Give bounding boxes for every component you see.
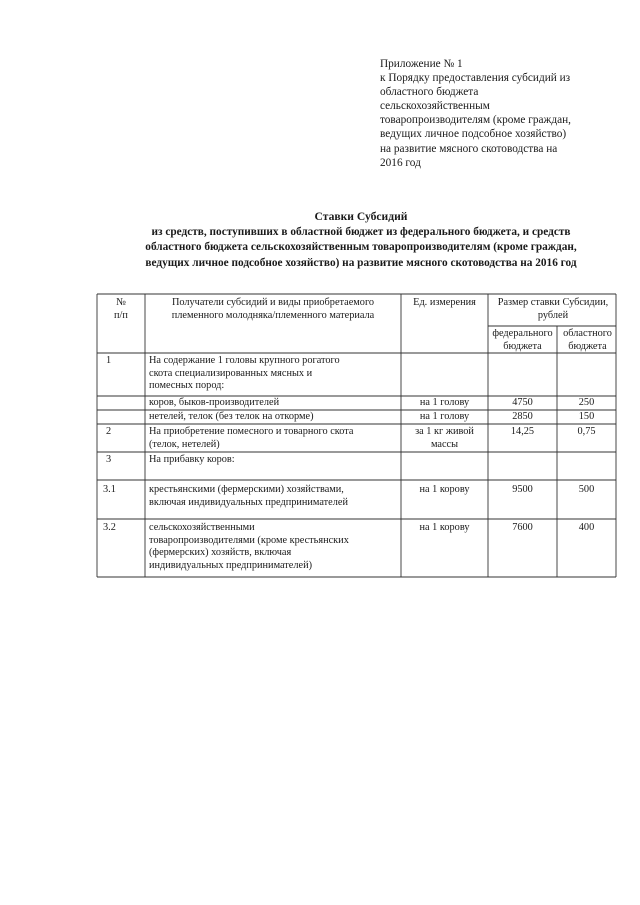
row-unit-line: за 1 кг живой xyxy=(415,426,474,437)
row-description: коров, быков-производителей xyxy=(149,397,280,408)
header-regional-line: областного xyxy=(563,328,612,339)
header-rate-line: рублей xyxy=(537,309,569,321)
subtitle-line: из средств, поступивших в областной бюджет из федерального бюджета, и средств xyxy=(151,225,571,238)
header-num-line: п/п xyxy=(114,309,128,321)
row-num: 2 xyxy=(106,426,112,437)
row-description: нетелей, телок (без телок на откорме) xyxy=(149,411,314,422)
row-description-line: (фермерских) хозяйств, включая xyxy=(149,547,292,559)
subtitle-line: областного бюджета сельскохозяйственным товаропроизводителям (кроме граждан, xyxy=(145,241,577,253)
row-unit: на 1 корову xyxy=(419,484,470,495)
row-description-line: помесных пород: xyxy=(149,380,225,392)
appendix-line: на развитие мясного скотоводства на xyxy=(380,142,558,155)
row-description-line: сельскохозяйственными xyxy=(149,522,255,533)
row-description xyxy=(149,522,399,572)
appendix-line: областного бюджета xyxy=(380,86,479,99)
row-regional-value: 250 xyxy=(578,397,595,408)
document-title: Ставки Субсидий xyxy=(314,210,408,223)
header-unit: Ед. измерения xyxy=(413,297,476,308)
header-federal-line: федерального xyxy=(492,328,553,339)
row-federal-value: 14,25 xyxy=(510,426,535,437)
header-regional-line: бюджета xyxy=(568,340,607,352)
row-unit-line: массы xyxy=(430,438,459,450)
row-description xyxy=(149,355,399,393)
row-description-line: индивидуальных предпринимателей) xyxy=(149,559,313,571)
appendix-line: ведущих личное подсобное хозяйство) xyxy=(380,128,567,141)
row-unit: на 1 голову xyxy=(419,411,470,422)
header-federal xyxy=(488,328,557,353)
header-rate xyxy=(488,297,618,322)
row-unit: на 1 голову xyxy=(419,397,470,408)
row-federal-value: 9500 xyxy=(512,484,533,495)
row-description xyxy=(149,484,399,509)
row-regional-value: 0,75 xyxy=(577,426,596,437)
header-num xyxy=(98,297,144,322)
row-num: 3 xyxy=(106,454,112,465)
appendix-line: товаропроизводителям (кроме граждан, xyxy=(380,114,571,127)
row-federal-value: 7600 xyxy=(512,522,533,533)
appendix-line: 2016 год xyxy=(380,156,421,169)
row-unit: на 1 корову xyxy=(419,522,470,533)
subtitle-line: ведущих личное подсобное хозяйство) на развитие мясного скотоводства на 2016 год xyxy=(145,256,577,269)
appendix-line: Приложение № 1 xyxy=(380,58,463,70)
row-description-line: На приобретение помесного и товарного скота xyxy=(149,426,354,437)
row-federal-value: 2850 xyxy=(512,411,533,422)
row-num: 3.1 xyxy=(103,484,116,495)
header-federal-line: бюджета xyxy=(503,340,542,352)
appendix-line: к Порядку предоставления субсидий из xyxy=(380,72,571,85)
row-regional-value: 150 xyxy=(578,411,595,422)
appendix-line: сельскохозяйственным xyxy=(380,100,490,113)
row-regional-value: 500 xyxy=(578,484,595,495)
row-description-line: скота специализированных мясных и xyxy=(149,367,313,379)
row-regional-value: 400 xyxy=(578,522,595,533)
row-num: 1 xyxy=(106,355,112,366)
row-description-line: включая индивидуальных предпринимателей xyxy=(149,496,348,508)
header-recipients-line: племенного молодняка/племенного материала xyxy=(171,309,375,321)
header-num-line: № xyxy=(116,297,126,308)
header-regional xyxy=(557,328,618,353)
row-description-line: товаропроизводителями (кроме крестьянских xyxy=(149,534,349,546)
header-rate-line: Размер ставки Субсидии, xyxy=(497,297,609,308)
row-num: 3.2 xyxy=(103,522,116,533)
row-federal-value: 4750 xyxy=(512,397,533,408)
row-unit xyxy=(401,426,488,451)
header-recipients-line: Получатели субсидий и виды приобретаемого xyxy=(171,297,375,308)
row-description-line: (телок, нетелей) xyxy=(149,438,220,450)
row-description xyxy=(149,426,399,451)
row-description-line: На содержание 1 головы крупного рогатого xyxy=(149,355,340,366)
row-description: На прибавку коров: xyxy=(149,454,235,465)
row-description-line: крестьянскими (фермерскими) хозяйствами, xyxy=(149,484,344,495)
header-recipients xyxy=(146,297,400,322)
